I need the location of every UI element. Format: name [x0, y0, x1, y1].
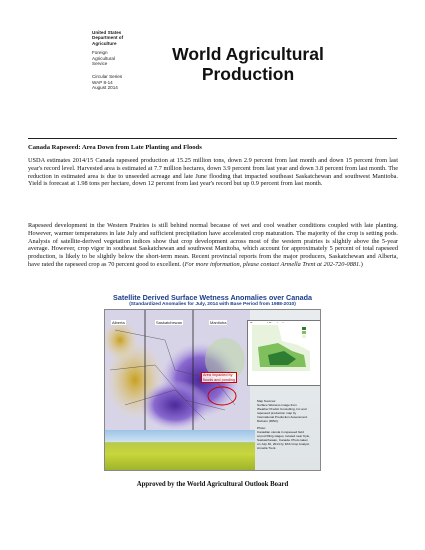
- flood-callout: Area impacted by floods and ponding: [203, 373, 236, 382]
- circular-info: Circular Series WAP 8-14 August 2014: [92, 74, 123, 91]
- page-title: World Agricultural Production: [172, 44, 324, 84]
- canola-field-photo: [105, 430, 255, 470]
- usda-name: United States Department of Agriculture: [92, 30, 124, 46]
- footer-approval: Approved by the World Agricultural Outlook Board: [136, 481, 289, 488]
- label-manitoba: Manitoba: [210, 320, 227, 325]
- contact-note: For more information, please contact Armella Trent at 202-720-0881.: [184, 260, 361, 268]
- production-inset: [247, 320, 321, 386]
- production-inset-map: [248, 321, 318, 375]
- figure-subtitle: (Standardized Anomalies for July, 2014 with Base Period from 1988-2010): [129, 302, 296, 307]
- photo-credit: Photo: Canadian canola in rapeseed field at pod filling stages, located near Kyle, Saskatchewan, Canada. Photo taken on July 30, 2014 by FAS Crop Analyst, Armella Trent.: [257, 426, 310, 450]
- map-sources: Map Sources: Surface Wetness image from Weather Predict Consulting, Inc and rapeseed production map by International Production Assessment Division (IPAD). Photo: Canadian canola in rapeseed field at pod filling stages, located near Kyle, Saskatchewan, Canada. Photo taken on July 30, 2014 by FAS Crop Analyst, Armella Trent.: [257, 400, 319, 451]
- header-divider: [28, 138, 397, 139]
- wetness-figure: [104, 294, 321, 474]
- paragraph-2: Rapeseed development in the Western Prairies is still behind normal because of wet and cool weather conditions coupled with late planting. However, warmer temperatures in late July and sufficient precipitation have accelerated crop maturation. The majority of the crop is setting pods. Analysis of satellite-derived vegetation indices show that crop development across most of the western prairies is slightly above the 5-year average. However, crop vigor in southeast Saskatchewan and southwest Manitoba, which account for approximately 5 percent of total rapeseed production, is likely to be slightly below the short-term mean. Recent provincial reports from the major producers, Saskatchewan and Alberta, have rated the rapeseed crop as 70 percent good to excellent. (For more information, please contact Armella Trent at 202-720-0881.): [28, 222, 398, 268]
- article-heading: Canada Rapeseed: Area Down from Late Planting and Floods: [28, 144, 202, 151]
- label-saskatchewan: Saskatchewan: [156, 320, 183, 325]
- anomaly-map: [104, 309, 321, 471]
- figure-title: Satellite Derived Surface Wetness Anomalies over Canada: [113, 293, 312, 302]
- paragraph-1: USDA estimates 2014/15 Canada rapeseed production at 15.25 million tons, down 2.9 percent from last month and down 15 percent from last year's record level. Harvested area is estimated at 7.7 million hectares, down 3.9 percent from last year and down 3.8 percent from last month. The reduction in estimated area is due to unseeded acreage and late June flooding that impacted southeast Saskatchewan and southwest Manitoba. Yield is forecast at 1.98 tons per hectare, down 12 percent from last year's record but up 0.9 percent from last month.: [28, 157, 398, 188]
- label-alberta: Alberta: [112, 320, 125, 325]
- fas-name: Foreign Agricultural Service: [92, 50, 115, 67]
